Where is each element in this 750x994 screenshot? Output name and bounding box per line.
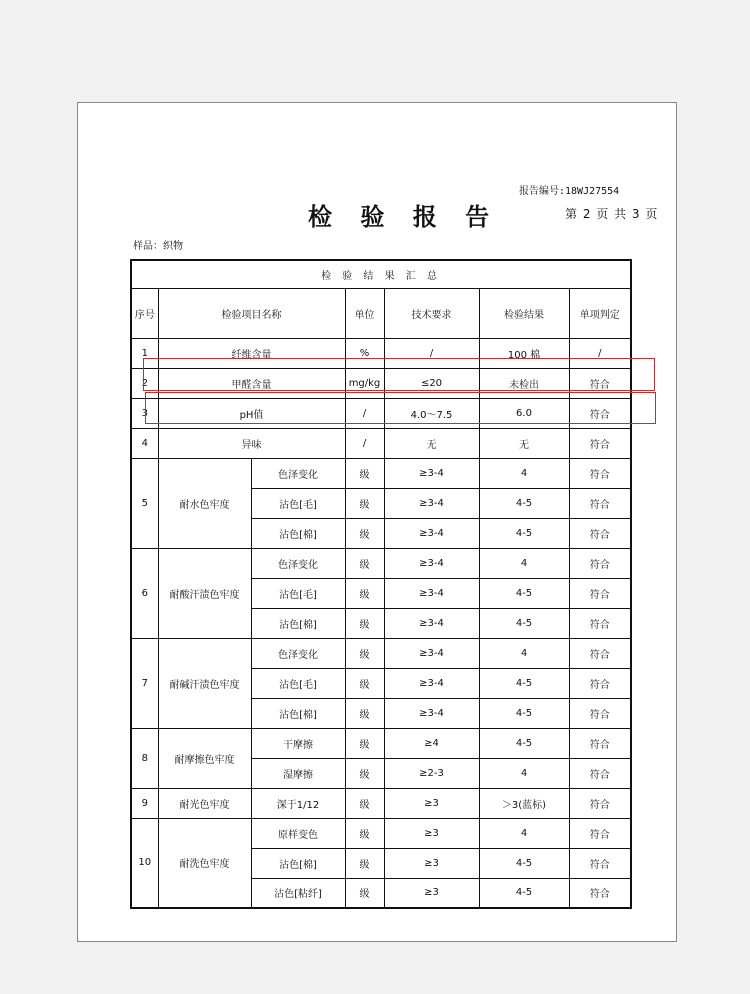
header-unit: 单位	[345, 288, 384, 338]
header-verdict: 单项判定	[569, 288, 631, 338]
cell-result: 4	[479, 458, 569, 488]
cell-requirement: ≥3-4	[384, 608, 479, 638]
cell-seq: 4	[131, 428, 158, 458]
cell-verdict: 符合	[569, 608, 631, 638]
cell-result: 未检出	[479, 368, 569, 398]
cell-item: pH值	[158, 398, 345, 428]
table-row	[131, 458, 631, 488]
cell-unit: 级	[345, 488, 384, 518]
cell-sub-item: 色泽变化	[251, 458, 345, 488]
cell-sub-item: 沾色[毛]	[251, 668, 345, 698]
cell-result: 6.0	[479, 398, 569, 428]
cell-verdict: 符合	[569, 548, 631, 578]
cell-item-group: 耐摩擦色牢度	[158, 728, 251, 788]
cell-result: 4-5	[479, 668, 569, 698]
cell-result: 4-5	[479, 578, 569, 608]
cell-item-group: 耐碱汗渍色牢度	[158, 638, 251, 728]
table-row	[131, 428, 631, 458]
cell-verdict: 符合	[569, 428, 631, 458]
cell-result: 4-5	[479, 848, 569, 878]
table-row	[131, 638, 631, 668]
cell-requirement: ≥3	[384, 818, 479, 848]
cell-verdict: 符合	[569, 788, 631, 818]
cell-requirement: /	[384, 338, 479, 368]
cell-verdict: 符合	[569, 878, 631, 908]
page-indicator: 第 2 页 共 3 页	[565, 207, 659, 221]
cell-item: 甲醛含量	[158, 368, 345, 398]
cell-requirement: ≥3	[384, 848, 479, 878]
cell-sub-item: 沾色[毛]	[251, 578, 345, 608]
cell-sub-item: 湿摩擦	[251, 758, 345, 788]
highlight-box-formaldehyde	[143, 358, 655, 391]
cell-sub-item: 干摩擦	[251, 728, 345, 758]
report-number: 报告编号:18WJ27554	[519, 186, 620, 197]
cell-sub-item: 沾色[粘纤]	[251, 878, 345, 908]
cell-seq: 5	[131, 458, 158, 548]
cell-unit: /	[345, 428, 384, 458]
cell-unit: 级	[345, 818, 384, 848]
cell-result: 无	[479, 428, 569, 458]
cell-result: 4-5	[479, 728, 569, 758]
cell-requirement: ≥3	[384, 878, 479, 908]
table-row	[131, 548, 631, 578]
cell-unit: 级	[345, 878, 384, 908]
cell-seq: 1	[131, 338, 158, 368]
cell-seq: 2	[131, 368, 158, 398]
cell-item: 异味	[158, 428, 345, 458]
cell-unit: /	[345, 398, 384, 428]
cell-item-group: 耐酸汗渍色牢度	[158, 548, 251, 638]
cell-unit: 级	[345, 518, 384, 548]
cell-verdict: 符合	[569, 578, 631, 608]
cell-item-group: 耐光色牢度	[158, 788, 251, 818]
cell-sub-item: 原样变色	[251, 818, 345, 848]
cell-requirement: ≤20	[384, 368, 479, 398]
cell-unit: 级	[345, 608, 384, 638]
table-row	[131, 788, 631, 818]
cell-requirement: ≥3-4	[384, 668, 479, 698]
cell-item-group: 耐洗色牢度	[158, 818, 251, 908]
cell-requirement: ≥3-4	[384, 458, 479, 488]
cell-verdict: 符合	[569, 818, 631, 848]
cell-result: 4	[479, 548, 569, 578]
cell-unit: 级	[345, 698, 384, 728]
report-page	[77, 102, 677, 942]
cell-verdict: 符合	[569, 668, 631, 698]
cell-requirement: ≥3-4	[384, 638, 479, 668]
cell-result: ＞3(蓝标)	[479, 788, 569, 818]
cell-requirement: ≥3-4	[384, 578, 479, 608]
cell-unit: 级	[345, 668, 384, 698]
cell-verdict: 符合	[569, 758, 631, 788]
cell-result: 4-5	[479, 878, 569, 908]
cell-verdict: 符合	[569, 488, 631, 518]
cell-unit: 级	[345, 578, 384, 608]
cell-unit: 级	[345, 788, 384, 818]
cell-requirement: ≥3	[384, 788, 479, 818]
cell-result: 4-5	[479, 698, 569, 728]
header-seq: 序号	[131, 288, 158, 338]
cell-result: 4	[479, 758, 569, 788]
cell-seq: 3	[131, 398, 158, 428]
cell-requirement: ≥3-4	[384, 698, 479, 728]
table-row	[131, 728, 631, 758]
cell-sub-item: 深于1/12	[251, 788, 345, 818]
cell-result: 4-5	[479, 608, 569, 638]
cell-requirement: ≥3-4	[384, 518, 479, 548]
cell-unit: 级	[345, 548, 384, 578]
cell-verdict: 符合	[569, 728, 631, 758]
cell-requirement: 无	[384, 428, 479, 458]
cell-seq: 6	[131, 548, 158, 638]
cell-requirement: ≥2-3	[384, 758, 479, 788]
cell-sub-item: 沾色[棉]	[251, 518, 345, 548]
header-requirement: 技术要求	[384, 288, 479, 338]
cell-seq: 7	[131, 638, 158, 728]
cell-verdict: 符合	[569, 698, 631, 728]
cell-verdict: 符合	[569, 368, 631, 398]
cell-verdict: 符合	[569, 458, 631, 488]
cell-result: 4-5	[479, 518, 569, 548]
cell-unit: 级	[345, 758, 384, 788]
table-row	[131, 818, 631, 848]
cell-unit: 级	[345, 848, 384, 878]
header-item: 检验项目名称	[158, 288, 345, 338]
cell-verdict: 符合	[569, 398, 631, 428]
table-title-row	[131, 260, 631, 288]
cell-sub-item: 沾色[棉]	[251, 608, 345, 638]
cell-requirement: 4.0～7.5	[384, 398, 479, 428]
cell-unit: 级	[345, 458, 384, 488]
table-title: 检 验 结 果 汇 总	[131, 260, 631, 288]
cell-sub-item: 沾色[棉]	[251, 848, 345, 878]
cell-sub-item: 色泽变化	[251, 548, 345, 578]
sample-label: 样品：织物	[133, 241, 183, 252]
cell-verdict: /	[569, 338, 631, 368]
cell-unit: 级	[345, 728, 384, 758]
cell-unit: %	[345, 338, 384, 368]
header-result: 检验结果	[479, 288, 569, 338]
cell-verdict: 符合	[569, 848, 631, 878]
cell-unit: mg/kg	[345, 368, 384, 398]
cell-verdict: 符合	[569, 518, 631, 548]
cell-requirement: ≥4	[384, 728, 479, 758]
cell-result: 4	[479, 818, 569, 848]
cell-unit: 级	[345, 638, 384, 668]
cell-result: 4	[479, 638, 569, 668]
cell-verdict: 符合	[569, 638, 631, 668]
document-title: 检 验 报 告	[308, 203, 500, 231]
cell-seq: 9	[131, 788, 158, 818]
cell-seq: 8	[131, 728, 158, 788]
results-table	[130, 259, 632, 909]
table-header-row	[131, 288, 631, 338]
cell-sub-item: 沾色[棉]	[251, 698, 345, 728]
cell-item: 纤维含量	[158, 338, 345, 368]
cell-item-group: 耐水色牢度	[158, 458, 251, 548]
cell-requirement: ≥3-4	[384, 548, 479, 578]
cell-result: 100 棉	[479, 338, 569, 368]
cell-result: 4-5	[479, 488, 569, 518]
cell-sub-item: 色泽变化	[251, 638, 345, 668]
cell-sub-item: 沾色[毛]	[251, 488, 345, 518]
cell-seq: 10	[131, 818, 158, 908]
highlight-box-ph	[145, 392, 656, 424]
cell-requirement: ≥3-4	[384, 488, 479, 518]
